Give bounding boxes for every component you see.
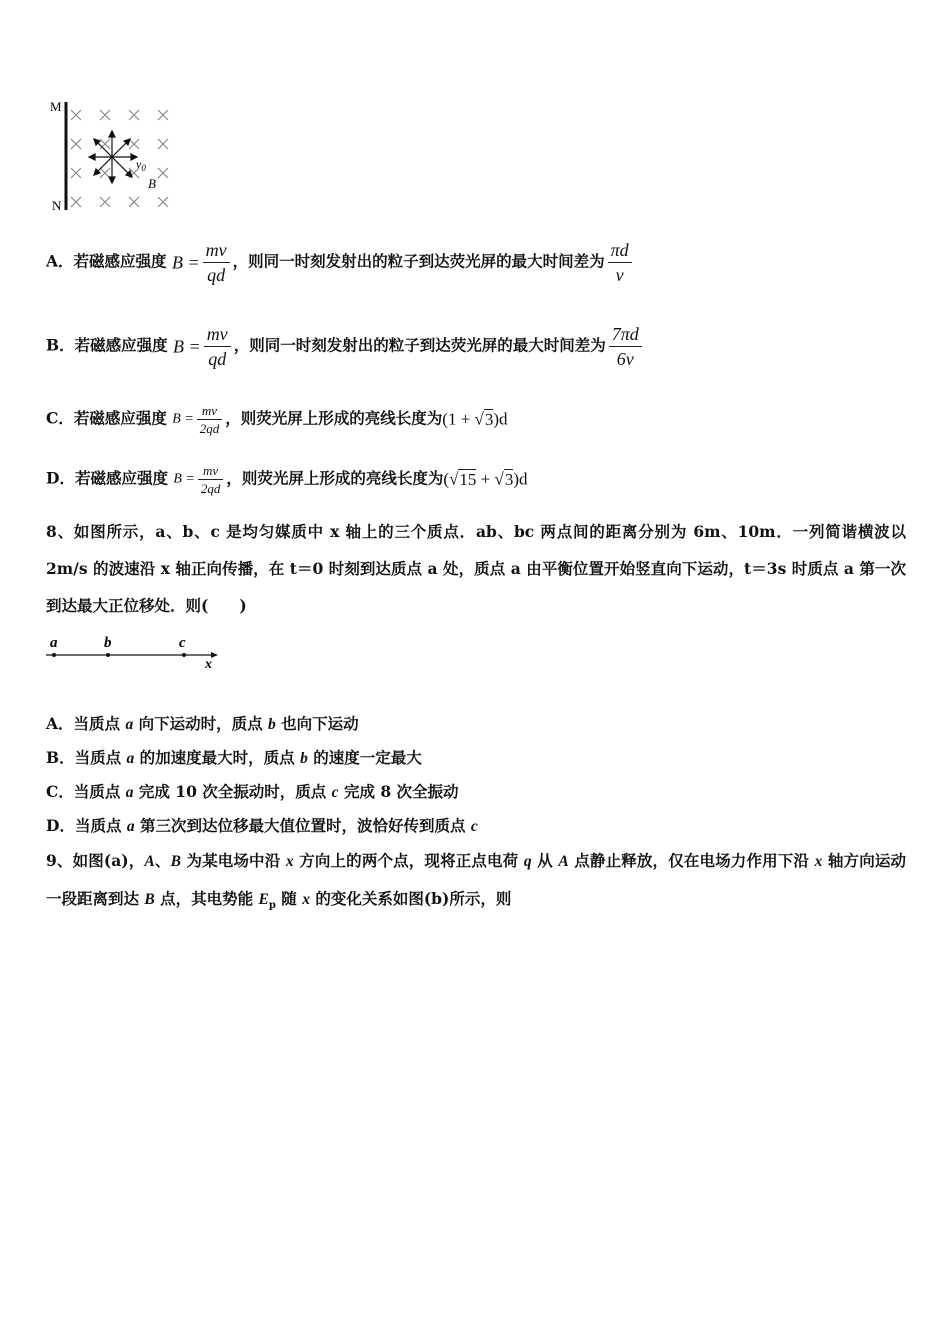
- b-fraction: $\frac{mv}{qd}$: [203, 238, 230, 287]
- option-letter: C．: [46, 408, 74, 428]
- option-text: ，则同一时刻发射出的粒子到达荧光屏的最大时间差为: [233, 335, 606, 355]
- q7-option-a: [46, 238, 635, 287]
- b-lhs: B =: [173, 336, 201, 357]
- q8-option-a: A．当质点 a 向下运动时，质点 b 也向下运动: [46, 714, 359, 733]
- label-m: M: [50, 99, 62, 114]
- option-text: ，则荧光屏上形成的亮线长度为: [226, 468, 444, 488]
- q9-stem: 9、如图(a)，A、B 为某电场中沿 x 方向上的两个点，现将正点电荷 q 从 A 点静止释放，仅在电场力作用下沿 x 轴方向运动一段距离到达 B 点，其电势能 $E_p$ 随 x 的变化关系如图(b)所示，则: [46, 851, 907, 912]
- point-c: [182, 653, 186, 657]
- q7-option-b: [46, 322, 645, 371]
- label-v0: $v_0$: [136, 157, 146, 173]
- field-crosses: [71, 110, 168, 207]
- answer-fraction: $\frac{\pi d}{v}$: [608, 238, 632, 287]
- q8-stem: 8、如图所示，a、b、c 是均匀媒质中 x 轴上的三个质点．ab、bc 两点间的距离分别为 6m、10m．一列简谐横波以 2m/s 的波速沿 x 轴正向传播，在 t＝0 时刻到达质点 a 处，质点 a 由平衡位置开始竖直向下运动，t＝3s 时质点 a 第一次到达最大正位移处．则( ): [46, 522, 906, 615]
- velocity-arrows: [89, 131, 137, 183]
- option-text: ，则荧光屏上形成的亮线长度为: [225, 408, 443, 428]
- magnetic-field-figure: [44, 96, 184, 218]
- option-letter: D．: [46, 468, 75, 488]
- b-fraction: $\frac{mv}{qd}$: [204, 322, 231, 371]
- label-field-b: B: [148, 176, 156, 191]
- axis-label-b: b: [104, 635, 112, 651]
- axis-name-x: x: [205, 657, 212, 672]
- x-axis-arrow: [211, 652, 218, 658]
- point-a: [52, 653, 56, 657]
- label-n: N: [52, 198, 62, 213]
- q8-axis-figure: [44, 632, 224, 672]
- q8-option-c: C．当质点 a 完成 10 次全振动时，质点 c 完成 8 次全振动: [46, 782, 459, 801]
- q8-option-b: B．当质点 a 的加速度最大时，质点 b 的速度一定最大: [46, 748, 422, 767]
- answer-expression: (1 + √3)d: [442, 409, 508, 429]
- answer-expression: (√15 + √3)d: [443, 469, 528, 489]
- answer-fraction: $\frac{7\pi d}{6v}$: [609, 322, 642, 371]
- option-prefix: 若磁感应强度: [73, 251, 167, 271]
- b-fraction: $\frac{mv}{2qd}$: [198, 462, 224, 497]
- b-lhs: B =: [173, 471, 195, 487]
- option-prefix: 若磁感应强度: [74, 335, 168, 355]
- b-fraction: $\frac{mv}{2qd}$: [197, 402, 223, 437]
- option-prefix: 若磁感应强度: [74, 468, 168, 488]
- point-b: [106, 653, 110, 657]
- option-prefix: 若磁感应强度: [73, 408, 167, 428]
- q7-option-c: [46, 402, 508, 437]
- b-lhs: B =: [172, 411, 194, 427]
- axis-label-a: a: [50, 635, 58, 651]
- q8-option-d: D．当质点 a 第三次到达位移最大值位置时，波恰好传到质点 c: [46, 816, 478, 835]
- axis-label-c: c: [179, 635, 186, 651]
- option-letter: A．: [46, 251, 74, 271]
- option-letter: B．: [46, 335, 75, 355]
- q7-option-d: [46, 462, 528, 497]
- b-lhs: B =: [171, 252, 200, 273]
- option-text: ，则同一时刻发射出的粒子到达荧光屏的最大时间差为: [232, 251, 605, 271]
